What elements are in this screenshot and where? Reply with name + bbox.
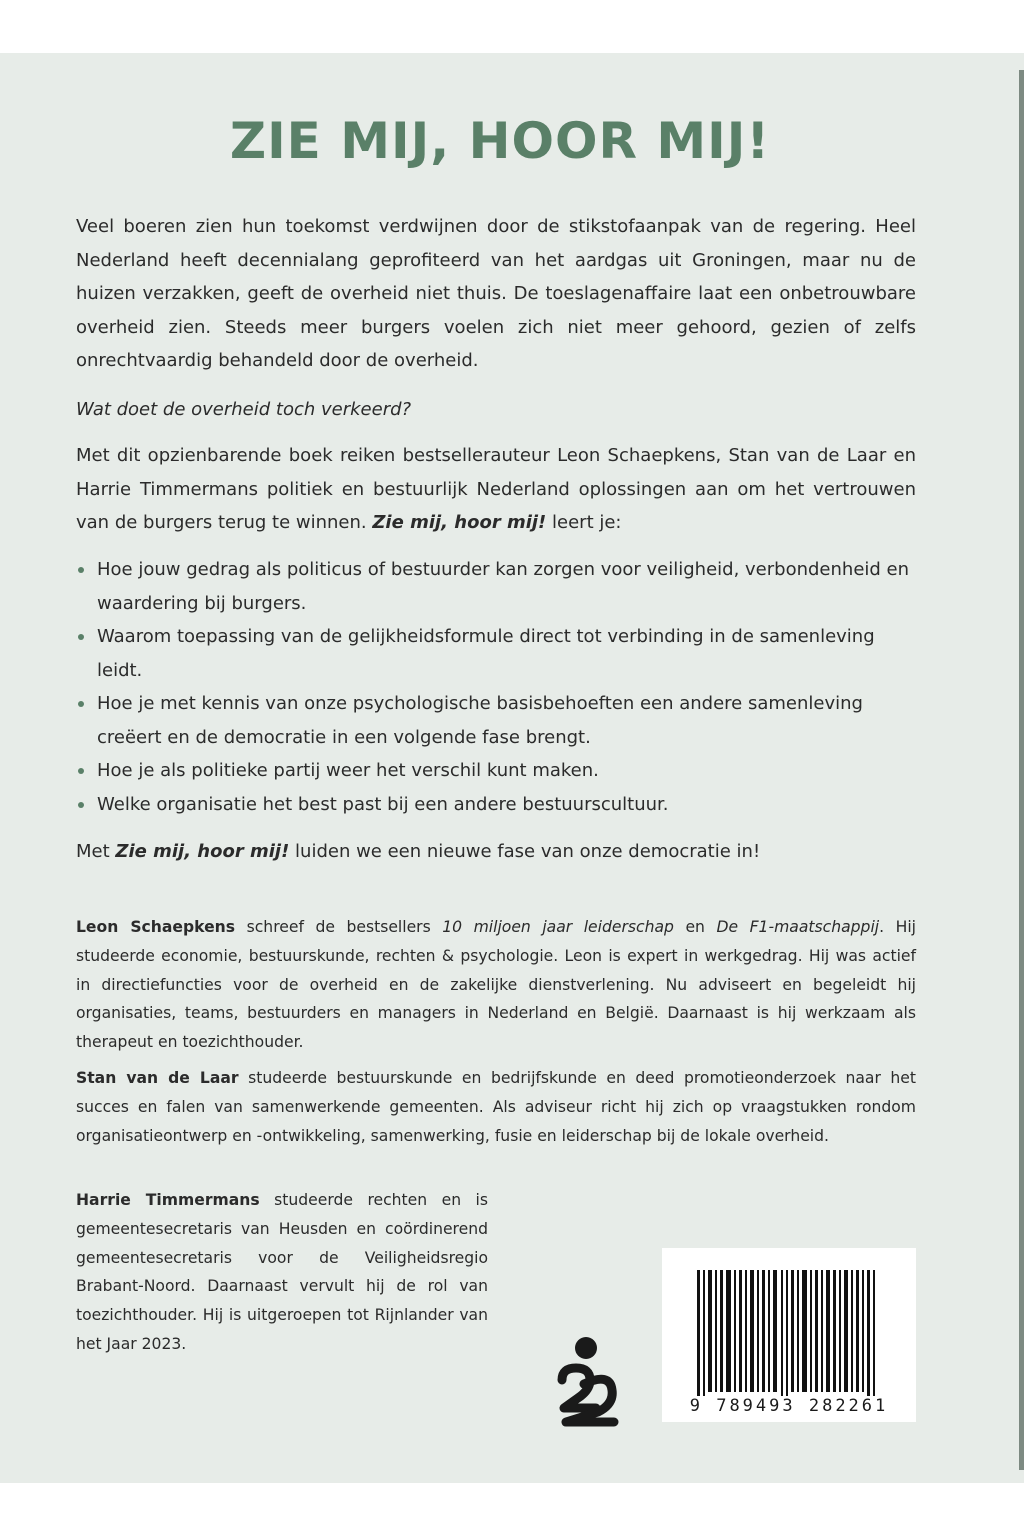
lead-suffix: leert je: [552, 512, 622, 533]
bio-harrie [76, 1186, 488, 1359]
bullet-icon [78, 567, 84, 573]
list-item-text: Welke organisatie het best past bij een andere bestuurscultuur. [97, 793, 669, 815]
publisher-logo-icon [548, 1334, 624, 1428]
book-title: ZIE MIJ, HOOR MIJ! [229, 112, 771, 170]
bio-text: schreef de bestsellers [246, 918, 431, 936]
intro-paragraph: Veel boeren zien hun toekomst verdwijnen door de stikstofaanpak van de regering. Heel Nederland heeft decennialang geprofiteerd van het aardgas uit Groningen, maar nu de huizen verzakken, geeft de overheid niet thuis. De toeslagenaffaire laat een onbetrouwbare overheid zien. Steeds meer burgers voelen zich niet meer gehoord, gezien of zelfs onrechtvaardig behandeld door de overheid. [76, 216, 916, 371]
barcode-panel [662, 1248, 916, 1422]
list-item-text: Hoe je met kennis van onze psychologische basisbehoeften een andere samenleving creëert en de democratie in een volgende fase brengt. [97, 693, 863, 748]
bullet-icon [78, 634, 84, 640]
list-item-text: Hoe je als politieke partij weer het verschil kunt maken. [97, 760, 599, 781]
closing-book-title: Zie mij, hoor mij! [115, 841, 290, 862]
bio-leon [76, 913, 916, 1057]
book-reference: 10 miljoen jaar leiderschap [442, 918, 674, 936]
list-item [76, 754, 916, 788]
list-item [76, 788, 916, 822]
bio-text: studeerde rechten en is gemeentesecretaris van Heusden en coördinerend gemeentesecretaris voor de Veiligheidsregio Brabant-Noord. Daarnaast vervult hij de rol van toezichthouder. Hij is uitgeroepen tot Rijnlander van het Jaar 2023. [76, 1191, 488, 1353]
list-item [76, 620, 916, 687]
author-name: Leon Schaepkens [76, 918, 236, 936]
author-name: Stan van de Laar [76, 1069, 239, 1087]
bullet-icon [78, 802, 84, 808]
list-item-text: Waarom toepassing van de gelijkheidsformule direct tot verbinding in de samenleving leidt. [97, 626, 875, 681]
lead-book-title: Zie mij, hoor mij! [372, 512, 547, 533]
list-item-text: Hoe jouw gedrag als politicus of bestuurder kan zorgen voor veiligheid, verbondenheid en waardering bij burgers. [97, 559, 910, 614]
bio-stan [76, 1064, 916, 1150]
bio-text: studeerde bestuurskunde en bedrijfskunde en deed promotieonderzoek naar het succes en falen van samenwerkende gemeenten. Als adviseur richt hij zich op vraagstukken rondom organisatieontwerp en -ontwikkeling, samenwerking, fusie en leiderschap bij de lokale overheid. [76, 1069, 916, 1145]
closing-line [76, 835, 916, 869]
question-line: Wat doet de overheid toch verkeerd? [76, 399, 412, 420]
lead-paragraph [76, 439, 916, 540]
bullet-icon [78, 768, 84, 774]
spine-edge [1019, 70, 1024, 1470]
author-name: Harrie Timmermans [76, 1191, 260, 1209]
bio-text: en [685, 918, 705, 936]
bio-text: . Hij studeerde economie, bestuurskunde, rechten & psychologie. Leon is expert in werkgedrag. Hij was actief in directiefuncties voor de overheid en de zakelijke dienstverlening. Nu adviseert en begeleidt hij organisaties, teams, bestuurders en managers in Nederland en België. Daarnaast is hij werkzaam als therapeut en toezichthouder. [76, 918, 916, 1052]
closing-text: luiden we een nieuwe fase van onze democratie in! [295, 841, 761, 862]
book-reference: De F1-maatschappij [716, 918, 880, 936]
lead-text: Met dit opzienbarende boek reiken bestsellerauteur Leon Schaepkens, Stan van de Laar en Harrie Timmermans politiek en bestuurlijk Nederland oplossingen aan om het vertrouwen van de burgers terug te winnen. [76, 445, 916, 533]
closing-prefix: Met [76, 841, 110, 862]
bullet-icon [78, 701, 84, 707]
benefit-list [76, 553, 916, 821]
list-item [76, 687, 916, 754]
list-item [76, 553, 916, 620]
isbn-number: 9 789493 282261 [672, 1396, 906, 1416]
